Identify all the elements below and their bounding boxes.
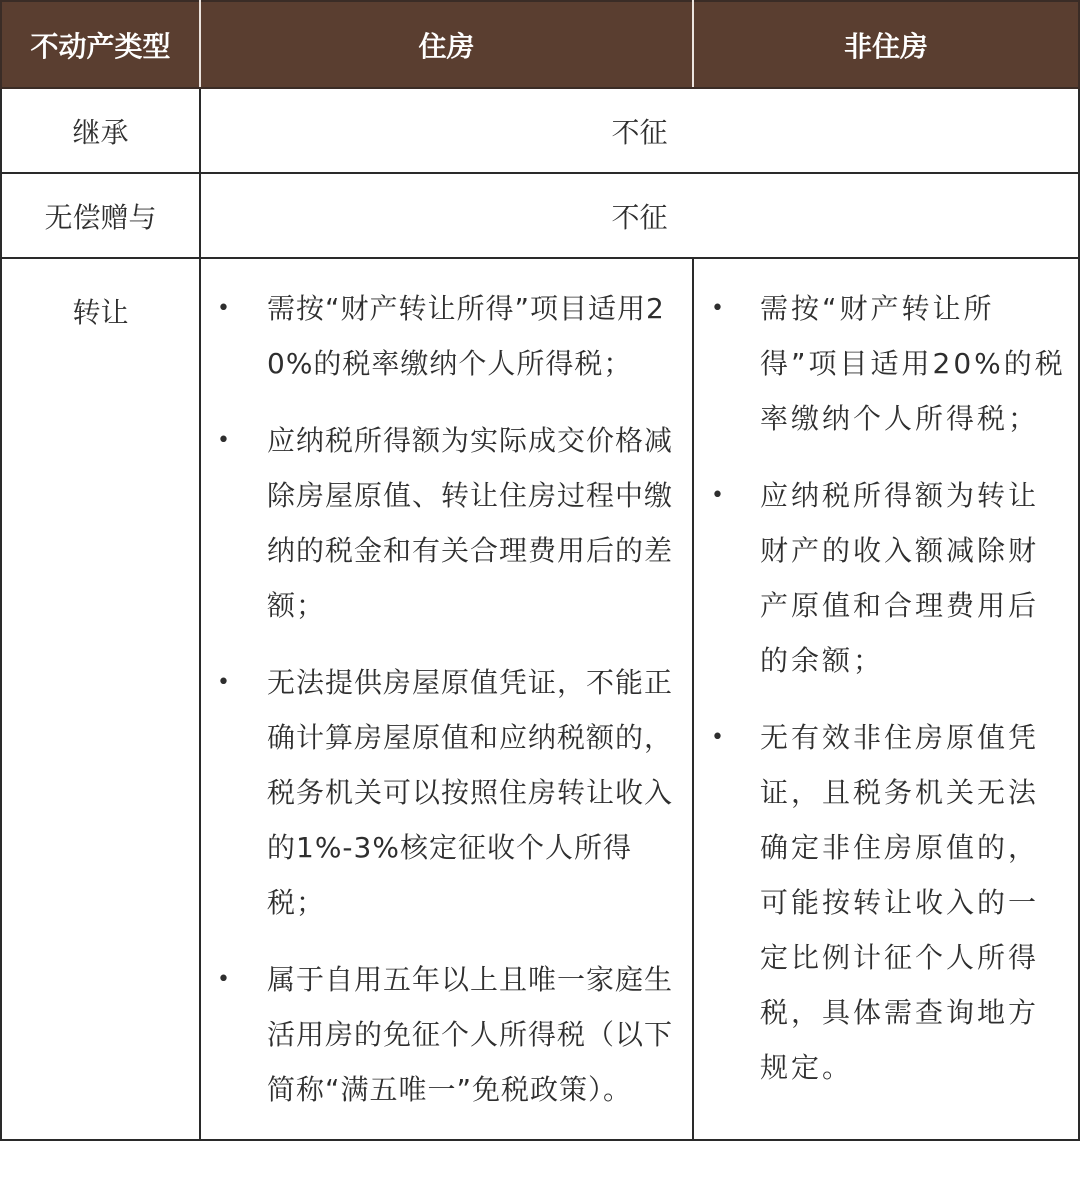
cell-value-gift: 不征 — [200, 173, 1079, 258]
list-item — [201, 413, 680, 633]
header-row — [1, 1, 1079, 88]
bullet-icon: • — [217, 428, 231, 453]
row-gift — [1, 173, 1079, 258]
housing-rules-list — [201, 259, 692, 1117]
cell-type-gift: 无偿赠与 — [1, 173, 200, 258]
housing-rule-text: 属于自用五年以上且唯一家庭生活用房的免征个人所得税（以下简称“满五唯一”免税政策）。 — [267, 963, 674, 1106]
list-item — [201, 952, 680, 1117]
list-item — [201, 655, 680, 930]
bullet-icon: • — [217, 296, 231, 321]
housing-rule-text: 无法提供房屋原值凭证，不能正确计算房屋原值和应纳税额的，税务机关可以按照住房转让收入的1%-3%核定征收个人所得税； — [267, 666, 674, 919]
list-item — [201, 281, 680, 391]
cell-transfer-housing — [200, 258, 693, 1140]
bullet-icon: • — [711, 725, 727, 750]
cell-value-inheritance: 不征 — [200, 88, 1079, 173]
cell-type-inheritance: 继承 — [1, 88, 200, 173]
bullet-icon: • — [711, 483, 727, 508]
housing-rule-text: 需按“财产转让所得”项目适用20%的税率缴纳个人所得税； — [267, 292, 665, 380]
bullet-icon: • — [217, 670, 231, 695]
bullet-icon: • — [217, 967, 231, 992]
cell-transfer-non-housing — [693, 258, 1079, 1140]
row-transfer — [1, 258, 1079, 1140]
list-item — [694, 468, 1066, 688]
row-inheritance — [1, 88, 1079, 173]
header-property-type: 不动产类型 — [1, 1, 200, 88]
non-housing-rule-text: 无有效非住房原值凭证，且税务机关无法确定非住房原值的，可能按转让收入的一定比例计征个人所得税，具体需查询地方规定。 — [760, 721, 1040, 1084]
bullet-icon: • — [711, 296, 727, 321]
non-housing-rules-list — [694, 259, 1078, 1095]
list-item — [694, 281, 1066, 446]
header-non-housing: 非住房 — [693, 1, 1079, 88]
header-housing: 住房 — [200, 1, 693, 88]
list-item — [694, 710, 1066, 1095]
cell-type-transfer: 转让 — [1, 258, 200, 1140]
housing-rule-text: 应纳税所得额为实际成交价格减除房屋原值、转让住房过程中缴纳的税金和有关合理费用后的差额； — [267, 424, 674, 622]
non-housing-rule-text: 需按“财产转让所得”项目适用20%的税率缴纳个人所得税； — [760, 292, 1066, 435]
non-housing-rule-text: 应纳税所得额为转让财产的收入额减除财产原值和合理费用后的余额； — [760, 479, 1040, 677]
